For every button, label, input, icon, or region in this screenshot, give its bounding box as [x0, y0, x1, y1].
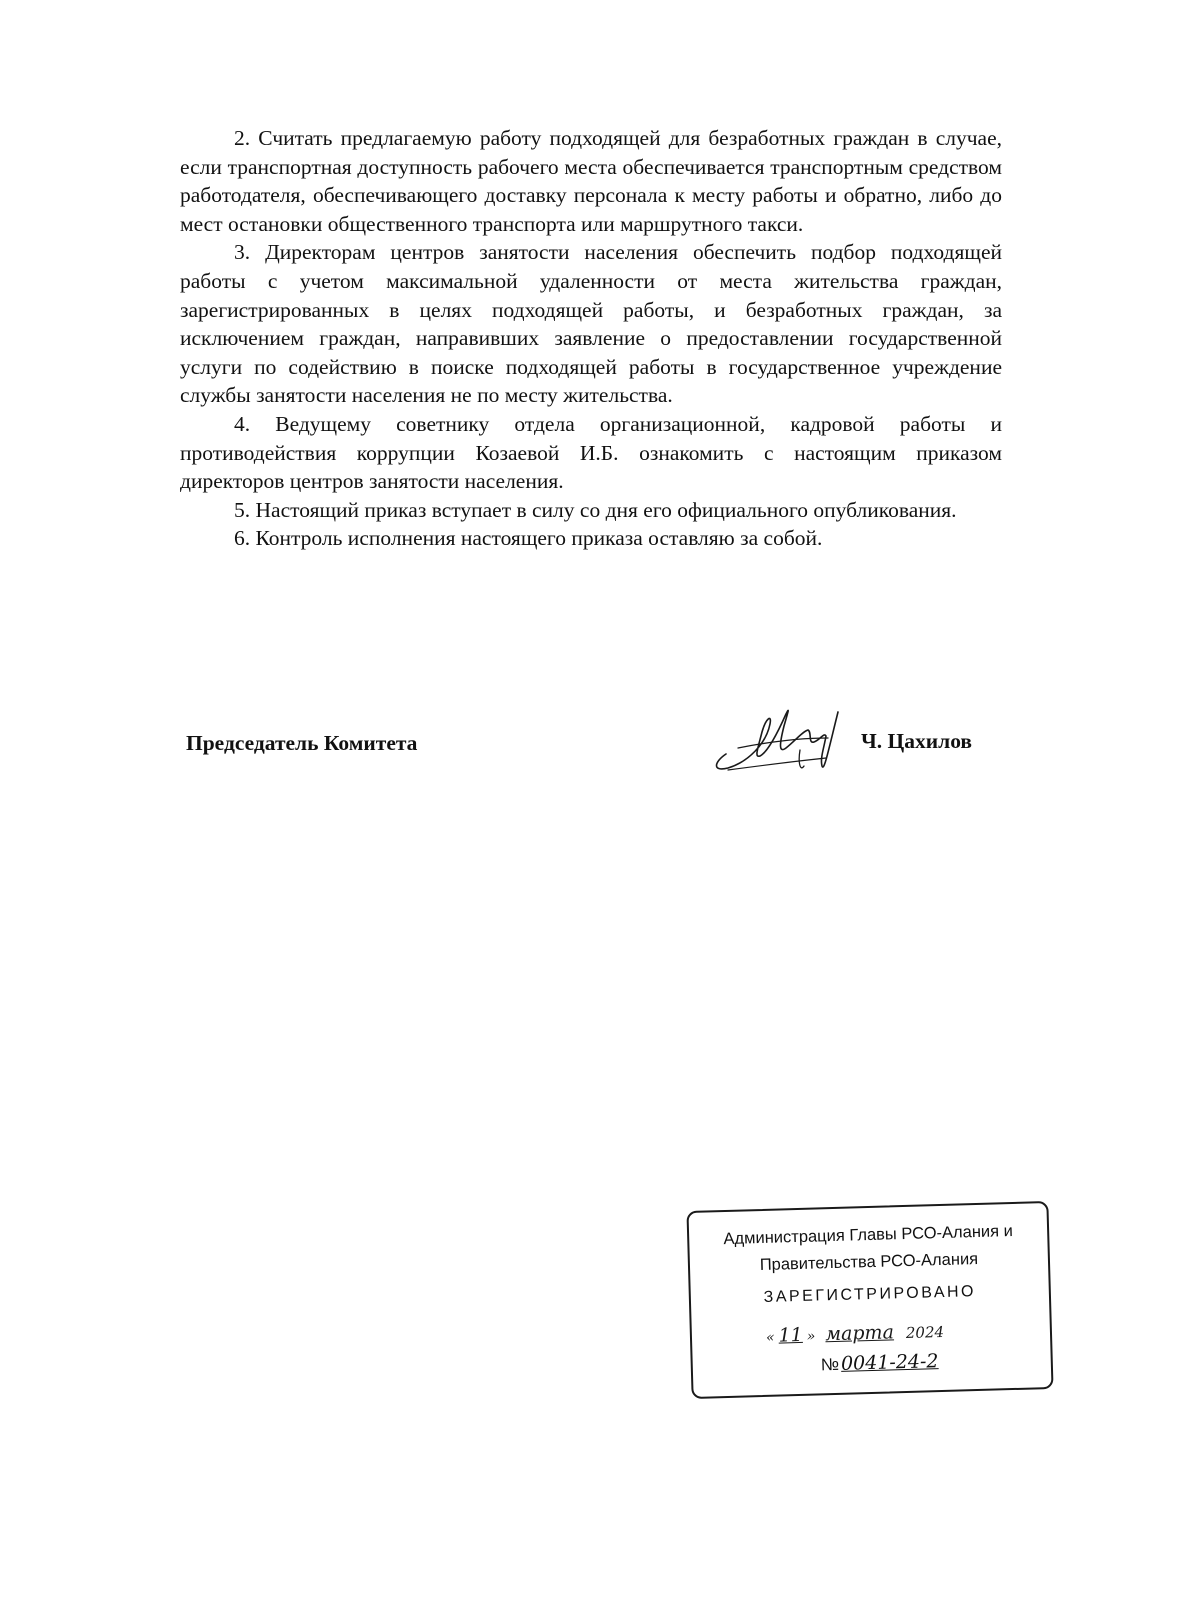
stamp-agency-line-1: Администрация Главы РСО-Алания и — [723, 1221, 1014, 1249]
stamp-date-month: марта — [824, 1321, 895, 1346]
order-body — [180, 124, 1002, 553]
registration-stamp — [686, 1201, 1053, 1399]
stamp-date-year: 2024 — [905, 1322, 945, 1343]
signatory-name: Ч. Цахилов — [861, 729, 973, 753]
signature-block — [180, 720, 1002, 780]
paragraph-2: 2. Считать предлагаемую работу подходящей для безработных граждан в случае, если транспортная доступность рабочего места обеспечивается транспортным средством работодателя, обеспечивающего доставку персонала к месту работы и обратно, либо до мест остановки общественного транспорта или маршрутного такси. — [180, 126, 1002, 236]
paragraph-5: 5. Настоящий приказ вступает в силу со дня его официального опубликования. — [234, 497, 957, 522]
paragraph-4: 4. Ведущему советнику отдела организационной, кадровой работы и противодействия коррупции Козаевой И.Б. ознакомить с настоящим приказом директоров центров занятости населения. — [180, 411, 1002, 494]
paragraph-3: 3. Директорам центров занятости населения обеспечить подбор подходящей работы с учетом максимальной удаленности от места жительства граждан, зарегистрированных в целях подходящей работы, и безработных граждан, за исключением граждан, направивших заявление о предоставлении государственной услуги по содействию в поиске подходящей работы в государственное учреждение службы занятости населения не по месту жительства. — [180, 240, 1002, 408]
stamp-number-value: 0041-24-2 — [840, 1350, 939, 1375]
stamp-quote-close: » — [806, 1328, 816, 1345]
stamp-registered-label: ЗАРЕГИСТРИРОВАНО — [763, 1283, 977, 1306]
stamp-agency-line-2: Правительства РСО-Алания — [759, 1249, 979, 1275]
stamp-number-label: № — [820, 1354, 840, 1375]
signatory-title: Председатель Комитета — [186, 731, 418, 755]
paragraph-6: 6. Контроль исполнения настоящего приказа оставляю за собой. — [234, 526, 823, 551]
stamp-date-day: 11 — [778, 1323, 804, 1347]
handwritten-signature — [708, 692, 858, 782]
stamp-quote-open: « — [765, 1329, 775, 1346]
